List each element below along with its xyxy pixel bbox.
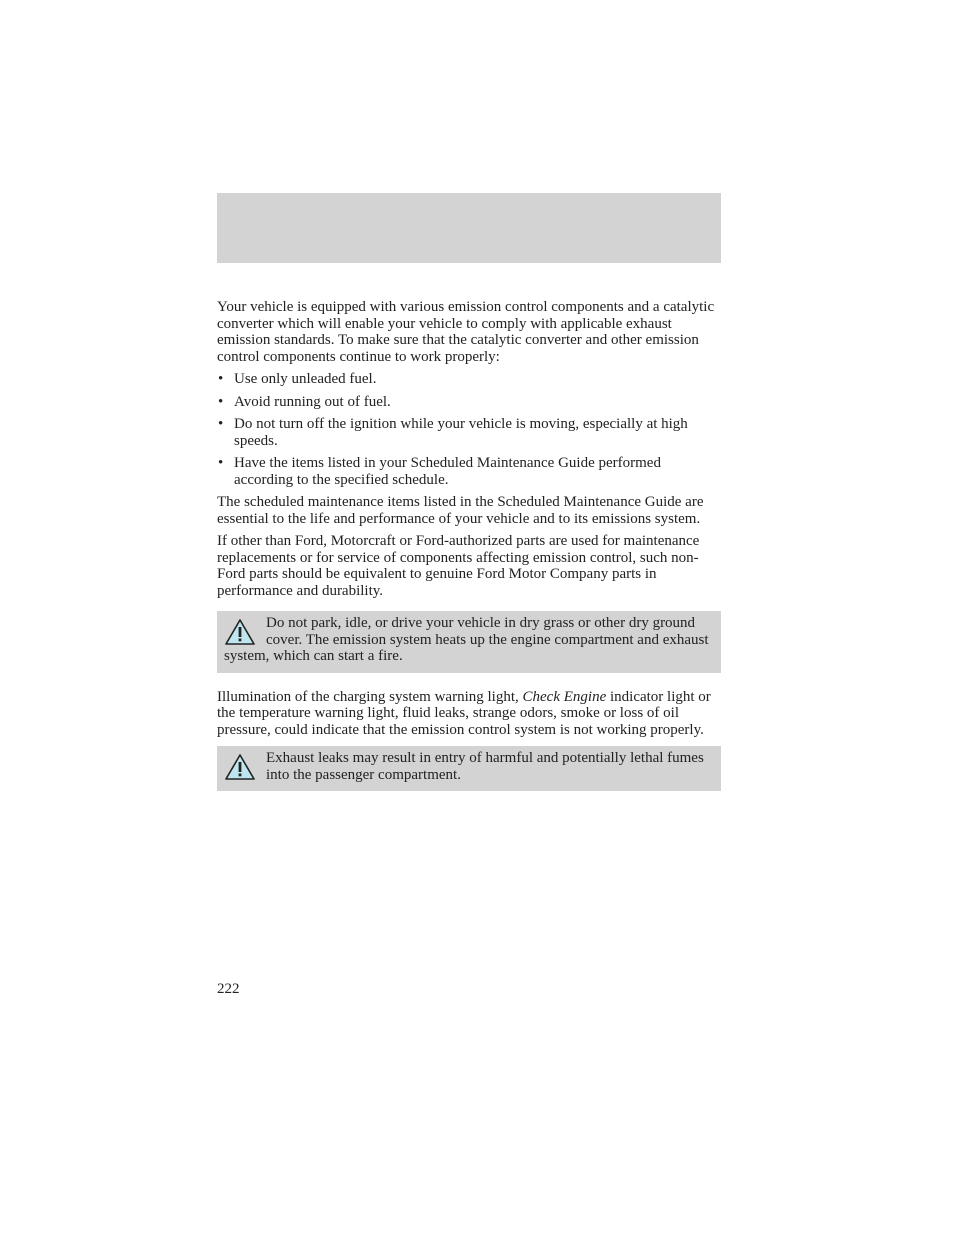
intro-paragraph: Your vehicle is equipped with various emission control components and a catalytic converter which will enable your vehicle to comply with applicable exhaust emission standards. To make sure that the catalytic converter and other emission control components continue to work properly:	[217, 299, 715, 365]
maintenance-paragraph: The scheduled maintenance items listed in the Scheduled Maintenance Guide are essential to the life and performance of your vehicle and to its emissions system.	[217, 494, 704, 527]
bullet-list	[217, 371, 721, 488]
parts-paragraph: If other than Ford, Motorcraft or Ford-authorized parts are used for maintenance replacements or for service of components affecting emission control, such non-Ford parts should be equivalent to genuine Ford Motor Company parts in performance and durability.	[217, 533, 700, 599]
warning-text: Do not park, idle, or drive your vehicle in dry grass or other dry ground cover. The emission system heats up the engine compartment and exhaust system, which can start a fire.	[224, 615, 709, 664]
warning-box-fire	[217, 611, 721, 673]
page-content	[217, 299, 721, 791]
warning-text: Exhaust leaks may result in entry of harmful and potentially lethal fumes into the passenger compartment.	[266, 750, 704, 783]
list-item: • Avoid running out of fuel.	[218, 393, 391, 410]
warning-box-exhaust	[217, 746, 721, 791]
illumination-paragraph: Illumination of the charging system warning light, Check Engine indicator light or the temperature warning light, fluid leaks, strange odors, smoke or loss of oil pressure, could indicate that the emission control system is not working properly.	[217, 688, 711, 738]
warning-triangle-icon	[224, 618, 256, 646]
bullet-icon: •	[218, 455, 224, 471]
bullet-icon: •	[218, 416, 224, 432]
page-number: 222	[217, 981, 240, 997]
list-item: • Use only unleaded fuel.	[218, 371, 377, 387]
warning-triangle-icon	[224, 753, 256, 781]
section-header-band	[217, 193, 721, 263]
bullet-icon: •	[218, 393, 224, 410]
bullet-icon: •	[218, 371, 224, 387]
check-engine-term: Check Engine	[522, 688, 607, 705]
list-item: • Have the items listed in your Scheduled Maintenance Guide performed according to the specified schedule.	[218, 455, 661, 488]
list-item: • Do not turn off the ignition while your vehicle is moving, especially at high speeds.	[218, 416, 688, 449]
